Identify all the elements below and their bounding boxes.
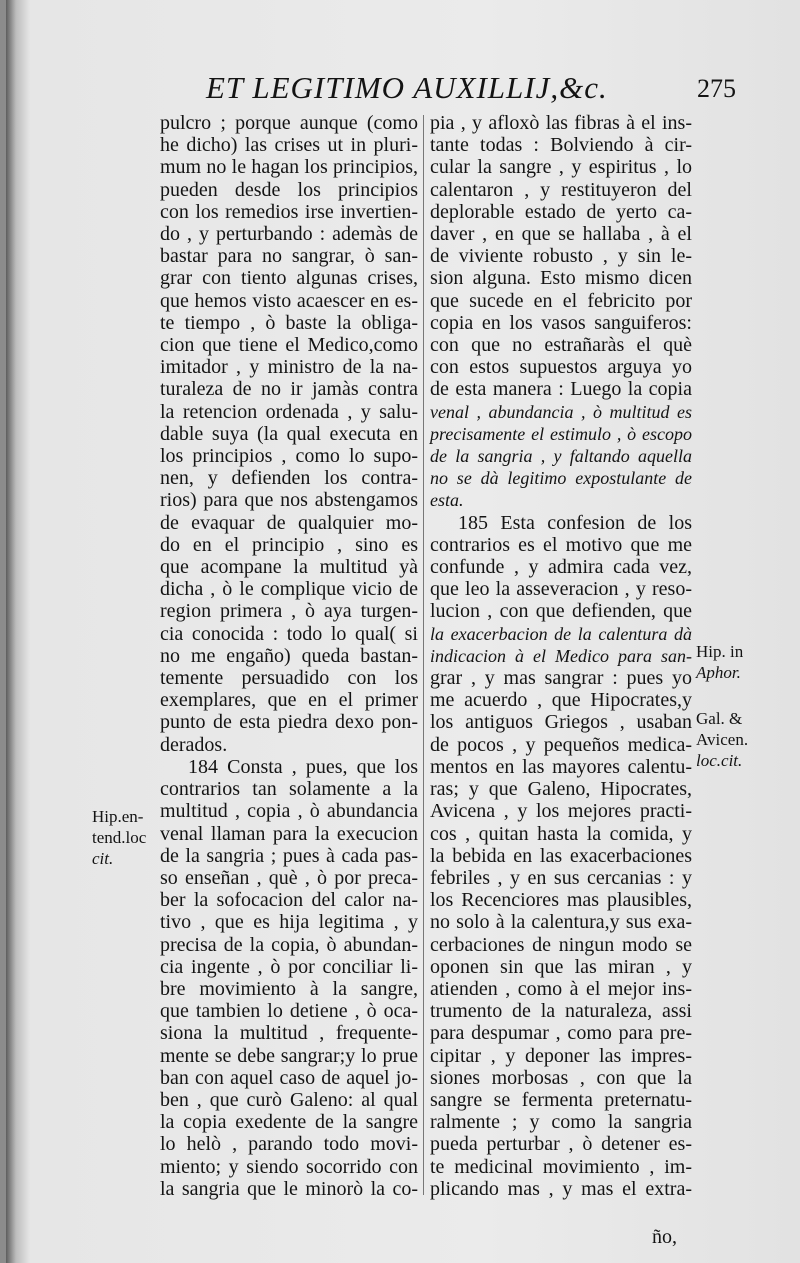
text-line: la copia exedente de la sangre [160,1111,418,1134]
text-line: tante todas : Bolviendo à cir- [430,134,692,157]
text-line: cipitar , y deponer las impres- [430,1044,692,1067]
text-line: cerbaciones de ningun modo se [430,933,692,956]
marginal-note-right-hipocrates [696,641,796,683]
marginal-note-line: Avicen. [696,730,749,749]
text-line: miento; y siendo socorrido con [160,1155,418,1178]
text-line: daver , en que se hallaba , à el [430,223,692,246]
italic-text-line: indicacion à el Medico para san- [430,645,692,666]
text-line: turaleza de no ir jamàs contra [160,378,418,401]
text-line: bre movimiento à la sangre, [160,977,418,1000]
italic-text-line: la exacerbacion de la calentura dà [430,623,692,644]
text-line: lucion , con que defienden, que [430,600,692,623]
text-line: do en el principio , sino es [160,533,418,556]
left-text-column [160,112,418,1200]
text-line: dable suya (la qual executa en [160,422,418,445]
marginal-note-line: Aphor. [696,663,741,682]
text-line: rios) para que nos abstengamos [160,489,418,512]
marginal-note-line: Gal. & [696,709,743,728]
marginal-note-line: tend.loc [92,828,147,847]
marginal-note-line: Hip. in [696,642,744,661]
italic-text-line: no se dà legitimo expostulante de [430,468,692,489]
running-title: ET LEGITIMO AUXILLIJ,&c. [206,70,608,105]
text-line: pulcro ; porque aunque (como [160,112,418,134]
text-line: de pocos , y pequeños medica- [430,733,692,756]
text-line: ralmente ; y como la sangria [430,1111,692,1134]
text-line: te medicinal movimiento , im- [430,1155,692,1178]
text-line: de la sangria ; pues à cada pas- [160,844,418,867]
text-line: cia conocida : todo lo qual( si [160,622,418,645]
text-line: grar , y mas sangrar : pues yo [430,667,692,690]
text-line: he dicho) las crises ut in pluri- [160,134,418,157]
text-line: temente persuadido con los [160,667,418,690]
text-line: que tambien lo detiene , ò oca- [160,1000,418,1023]
text-line: deplorable estado de yerto ca- [430,200,692,223]
text-line: la sangria que le minorò la co- [160,1177,418,1200]
text-line: los Recenciores mas plausibles, [430,889,692,912]
text-line: la bebida en las exacerbaciones [430,844,692,867]
text-line: cular la sangre , y espiritus , lo [430,156,692,179]
catchword: ño, [652,1226,677,1248]
text-line: nen, y defienden los contra- [160,467,418,490]
text-line: la retencion ordenada , y salu- [160,400,418,423]
text-line: Avicena , y los mejores practi- [430,800,692,823]
text-line: derados. [160,733,228,756]
text-line: contrarios es el motivo que me [430,533,692,556]
text-line: tivo , que es hija legitima , y [160,911,418,934]
text-line: mente se debe sangrar;y lo prue [160,1044,418,1067]
text-line: ras; y que Galeno, Hipocrates, [430,778,692,801]
text-line: so enseñan , què , ò por preca- [160,866,418,889]
text-line: pueda perturbar , ò detener es- [430,1133,692,1156]
text-line: venal llaman para la execucion [160,822,418,845]
text-line: los antiguos Griegos , usaban [430,711,692,734]
page-header [196,70,736,114]
marginal-note-line: loc.cit. [696,751,743,770]
text-line: imitador , y ministro de la na- [160,356,418,379]
text-line: pueden desde los principios [160,178,418,201]
text-line: mum no le hagan los principios, [160,156,418,179]
text-line: con que no estrañaràs el què [430,334,692,357]
text-line: cos , quitan hasta la comida, y [430,822,692,845]
text-line: no me engaño) queda bastan- [160,644,418,667]
marginal-note-right-galeno [696,708,796,771]
text-line: para despumar , como para pre- [430,1022,692,1045]
text-line: punto de esta piedra dexo pon- [160,711,418,734]
paragraph-185-start: 185 Esta confesion de los [458,511,692,534]
text-line: plicando mas , y mas el extra- [430,1177,692,1200]
text-line: atienden , como à el mejor ins- [430,977,692,1000]
text-line: que leo la asseveracion , y reso- [430,578,692,601]
text-line: sangre se fermenta preternatu- [430,1088,692,1111]
text-line: de esta manera : Luego la copia [430,378,692,401]
text-line: region primera , ò aya turgen- [160,600,418,623]
text-line: que sucede en el febricito por [430,289,692,312]
text-line: siones morbosas , con que la [430,1066,692,1089]
text-line: copia en los vasos sanguiferos: [430,311,692,334]
text-line: bastar para no sangrar, ò san- [160,245,418,268]
text-line: oponen sin que las miran , y [430,955,692,978]
paragraph-184-start: 184 Consta , pues, que los [188,755,418,778]
text-line: cia ingente , ò por conciliar li- [160,955,418,978]
text-line: que hemos visto acaescer en es- [160,289,418,312]
text-line: te tiempo , ò baste la obliga- [160,311,418,334]
text-line: siona la multitud , frequente- [160,1022,418,1045]
text-line: ban con aquel caso de aquel jo- [160,1066,418,1089]
text-line: los principios , como lo supo- [160,445,418,468]
text-line: precisa de la copia, ò abundan- [160,933,418,956]
text-line: ben , que curò Galeno: al qual [160,1088,418,1111]
text-line: de evaquar de qualquier mo- [160,511,418,534]
text-line: febriles , y en sus cercanias : y [430,866,692,889]
page-number: 275 [697,74,736,103]
text-line: ber la sofocacion del calor na- [160,889,418,912]
text-line: con los remedios irse invertien- [160,200,418,223]
text-line: cion que tiene el Medico,como [160,334,418,357]
text-line: trumento de la naturaleza, assi [430,1000,692,1023]
text-line: dicha , ò le complique vicio de [160,578,418,601]
text-line: do , y perturbando : ademàs de [160,223,418,246]
text-line: de viviente robusto , y sin le- [430,245,692,268]
text-line: multitud , copia , ò abundancia [160,800,418,823]
marginal-note-left [92,806,162,869]
bleed-through-text [726,220,730,238]
right-text-column [430,112,692,1200]
text-line: confunde , y admira cada vez, [430,556,692,579]
text-line: no solo à la calentura,y sus exa- [430,911,692,934]
text-line: lo helò , parando todo movi- [160,1133,418,1156]
column-divider [423,115,424,1195]
text-line: que acompane la multitud yà [160,556,418,579]
italic-text-line: venal , abundancia , ò multitud es [430,401,692,422]
italic-text-line: esta. [430,490,464,511]
italic-text-line: precisamente el estimulo , ò escopo [430,423,692,444]
book-page [6,0,800,1263]
text-line: contrarios tan solamente a la [160,778,418,801]
text-line: calentaron , y restituyeron del [430,178,692,201]
text-line: exemplares, que en el primer [160,689,418,712]
marginal-note-line: Hip.en- [92,807,144,826]
text-line: me acuerdo , que Hipocrates,y [430,689,692,712]
text-line: sion alguna. Esto mismo dicen [430,267,692,290]
marginal-note-line: cit. [92,849,114,868]
text-line: con estos supuestos arguya yo [430,356,692,379]
text-line: mentos en las mayores calentu- [430,755,692,778]
italic-text-line: de la sangria , y faltando aquella [430,446,692,467]
text-line: grar con tiento algunas crises, [160,267,418,290]
text-line: pia , y afloxò las fibras à el ins- [430,112,692,134]
